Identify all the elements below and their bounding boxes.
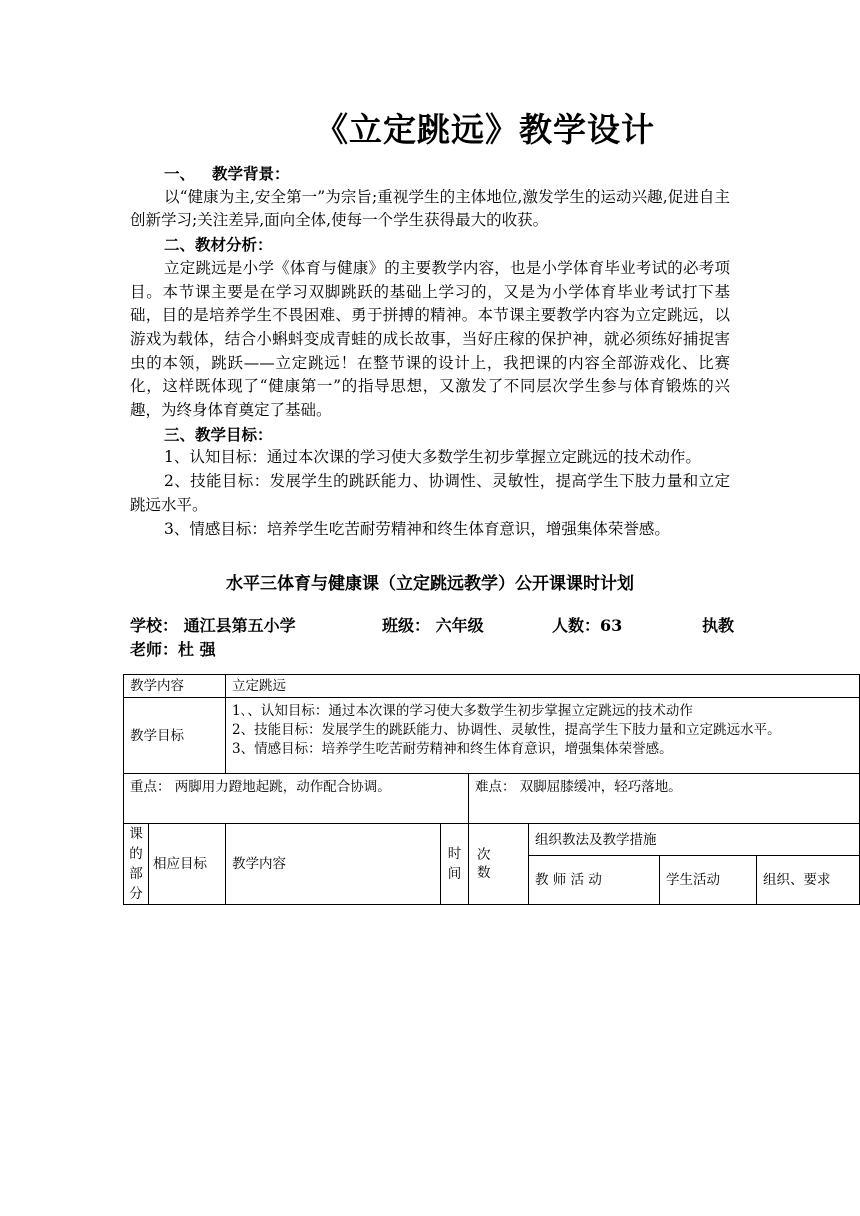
time-header-cell: 时 间 <box>441 824 469 905</box>
goal-emotion: 3、情感目标：培养学生吃苦耐劳精神和终生体育意识，增强集体荣誉感。 <box>164 519 670 538</box>
section-heading-goals: 三、教学目标： <box>164 424 273 444</box>
table-row <box>124 675 860 698</box>
plan-meta <box>130 614 734 662</box>
goals-cell <box>226 698 860 774</box>
meta-teacher: 老师：杜 强 <box>130 640 216 659</box>
meta-class: 班级： 六年级 <box>382 616 484 635</box>
table-goal-3: 3、情感目标：培养学生吃苦耐劳精神和终生体育意识，增强集体荣誉感。 <box>232 741 673 757</box>
content-header-cell: 教学内容 <box>226 824 441 905</box>
times-header-cell: 次 数 <box>469 824 529 905</box>
table-row <box>124 698 860 774</box>
table-goal-2: 2、技能目标：发展学生的跳跃能力、协调性、灵敏性，提高学生下肢力量和立定跳远水平。 <box>232 722 781 738</box>
section-heading-material: 二、教材分析： <box>164 235 273 255</box>
teacher-activity-cell: 教 师 活 动 <box>529 856 660 905</box>
goal-skill: 2、技能目标：发展学生的跳跃能力、协调性、灵敏性，提高学生下肢力量和立定跳远水平。 <box>130 472 730 514</box>
student-activity-cell: 学生活动 <box>660 856 757 905</box>
difficulty-cell: 难点： 双脚屈膝缓冲，轻巧落地。 <box>469 774 860 824</box>
goals-label-cell: 教学目标 <box>124 698 226 774</box>
method-header-cell: 组织教法及教学措施 <box>529 824 860 856</box>
content-label-cell: 教学内容 <box>124 675 226 698</box>
page-title: 《立定跳远》教学设计 <box>315 110 655 149</box>
key-point-cell: 重点： 两脚用力蹬地起跳，动作配合协调。 <box>124 774 469 824</box>
plan-title: 水平三体育与健康课（立定跳远教学）公开课课时计划 <box>226 574 634 594</box>
part-cell: 课 的 部 分 <box>124 824 149 905</box>
table-goal-1: 1､、认知目标：通过本次课的学习使大多数学生初步掌握立定跳远的技术动作 <box>232 703 693 719</box>
table-row <box>124 824 860 856</box>
lesson-plan-table <box>123 674 860 905</box>
material-paragraph: 立定跳远是小学《体育与健康》的主要教学内容，也是小学体育毕业考试的必考项目。本节课主要是在学习双脚跳跃的基础上学习的，又是为小学体育毕业考试打下基础，目的是培养学生不畏困难、勇于拼搏的精神。本节课主要教学内容为立定跳远，以游戏为载体，结合小蝌蚪变成青蛙的成长故事，当好庄稼的保护神，就必须练好捕捉害虫的本领，跳跃——立定跳远！在整节课的设计上，我把课的内容全部游戏化、比赛化，这样既体现了“健康第一”的指导思想，又激发了不同层次学生参与体育锻炼的兴趣，为终身体育奠定了基础。 <box>130 258 730 420</box>
section-heading-text: 教学背景： <box>212 164 290 183</box>
section-number: 一、 <box>164 164 196 183</box>
goal-cognitive: 1、认知目标：通过本次课的学习使大多数学生初步掌握立定跳远的技术动作。 <box>164 448 701 467</box>
section-heading-background <box>130 162 730 186</box>
background-paragraph: 以“健康为主,安全第一”为宗旨;重视学生的主体地位,激发学生的运动兴趣,促进自主创新学习;关注差异,面向全体,使每一个学生获得最大的收获。 <box>130 187 730 230</box>
meta-school: 学校： 通江县第五小学 <box>130 616 296 635</box>
meta-teacher-prefix: 执教 <box>701 616 734 635</box>
design-body <box>130 162 730 541</box>
org-requirements-cell: 组织、要求 <box>757 856 860 905</box>
table-row <box>124 774 860 824</box>
target-header-cell: 相应目标 <box>149 824 226 905</box>
meta-count: 人数：63 <box>552 616 623 635</box>
content-value-cell: 立定跳远 <box>226 675 860 698</box>
